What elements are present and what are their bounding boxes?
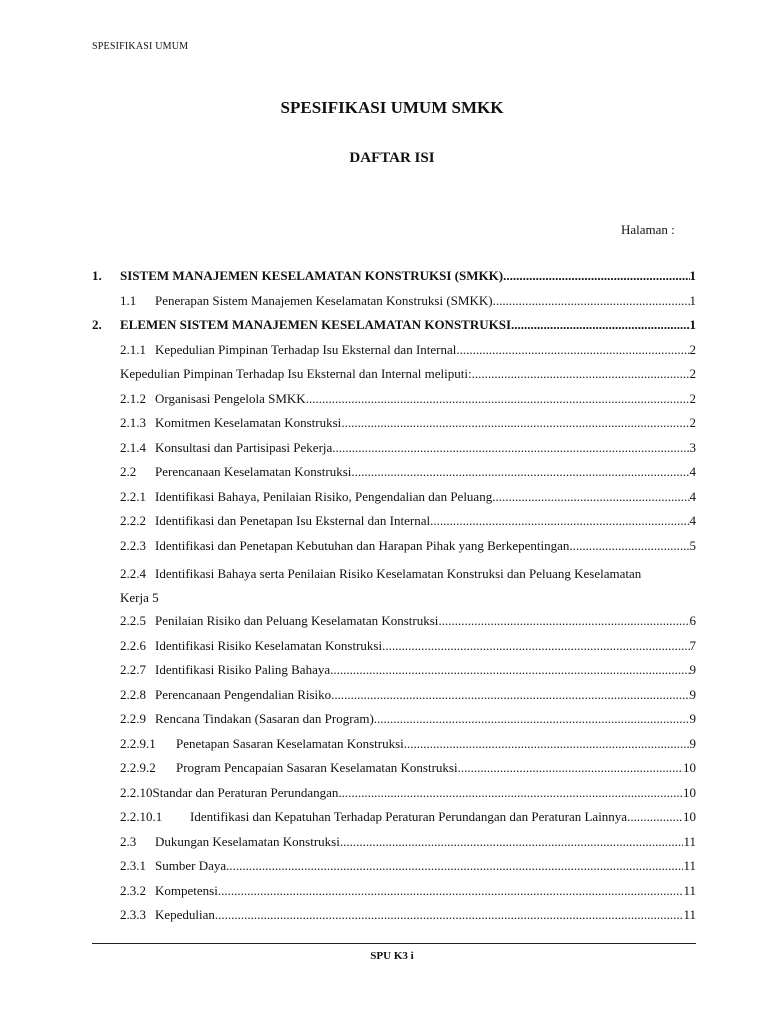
toc-entry-number: 1.1 — [120, 292, 137, 308]
toc-entry-number: 2.2.9.1 — [120, 735, 156, 751]
toc-entry-number: 2.2.2 — [120, 513, 146, 529]
toc-entry[interactable] — [92, 460, 696, 485]
toc-entry[interactable] — [92, 558, 696, 609]
document-title: SPESIFIKASI UMUM SMKK — [280, 98, 504, 117]
toc-entry[interactable] — [92, 781, 696, 806]
toc-entry[interactable] — [92, 411, 696, 436]
toc-entry-label: Komitmen Keselamatan Konstruksi — [155, 415, 342, 431]
dot-leader — [338, 785, 683, 801]
toc-entry-page: 11 — [683, 858, 696, 874]
toc-entry-page: 11 — [683, 907, 696, 923]
toc-entry-number: 2.2.7 — [120, 662, 146, 678]
page-footer: SPU K3 i — [370, 950, 414, 962]
toc-entry[interactable] — [92, 903, 696, 928]
toc-entry-page: 5 — [152, 589, 159, 605]
toc-entry[interactable] — [92, 289, 696, 314]
toc-entry-number: 2.1.3 — [120, 415, 146, 431]
dot-leader — [456, 342, 689, 358]
toc-entry[interactable] — [92, 485, 696, 510]
toc-entry[interactable] — [92, 534, 696, 559]
toc-entry-number: 2.2.10 — [120, 784, 153, 800]
dot-leader — [215, 907, 684, 923]
toc-entry-page: 1 — [689, 268, 696, 284]
table-of-contents — [92, 264, 696, 928]
toc-entry-label: Identifikasi Risiko Keselamatan Konstruksi — [155, 637, 383, 653]
toc-entry-page: 6 — [689, 613, 696, 629]
dot-leader — [472, 366, 690, 382]
toc-entry-label: Penetapan Sasaran Keselamatan Konstruksi — [176, 735, 404, 751]
toc-entry-label-continued: Kerja — [120, 589, 149, 605]
toc-entry-page: 4 — [689, 464, 696, 480]
toc-entry[interactable] — [92, 830, 696, 855]
toc-entry[interactable] — [92, 509, 696, 534]
dot-leader — [341, 415, 689, 431]
toc-entry-page: 10 — [683, 760, 696, 776]
toc-entry[interactable] — [92, 362, 696, 387]
toc-entry-number: 2.2.5 — [120, 613, 146, 629]
dot-leader — [503, 268, 689, 284]
toc-entry-page: 9 — [689, 711, 696, 727]
toc-entry-number: 2.2.1 — [120, 488, 146, 504]
toc-entry[interactable] — [92, 805, 696, 830]
toc-entry-label: Program Pencapaian Sasaran Keselamatan Konstruksi — [176, 760, 458, 776]
toc-entry[interactable] — [92, 634, 696, 659]
toc-entry-page: 11 — [683, 882, 696, 898]
dot-leader — [492, 489, 689, 505]
toc-entry-number: 2.2.3 — [120, 537, 146, 553]
dot-leader — [430, 513, 689, 529]
dot-leader — [569, 538, 689, 554]
footer-divider — [92, 943, 696, 944]
toc-entry-page: 9 — [689, 735, 696, 751]
toc-entry[interactable] — [92, 854, 696, 879]
toc-entry[interactable] — [92, 609, 696, 634]
dot-leader — [627, 809, 683, 825]
toc-entry-number: 2. — [92, 317, 102, 333]
toc-entry-label: Konsultasi dan Partisipasi Pekerja — [155, 439, 333, 455]
toc-entry-label: Kepedulian Pimpinan Terhadap Isu Eksternal dan Internal meliputi: — [120, 366, 472, 382]
toc-entry[interactable] — [92, 658, 696, 683]
toc-entry-label: Identifikasi dan Penetapan Kebutuhan dan Harapan Pihak yang Berkepentingan — [155, 537, 570, 553]
toc-entry-number: 2.3.1 — [120, 858, 146, 874]
toc-entry-label: Sumber Daya — [155, 858, 227, 874]
toc-entry-label: Perencanaan Keselamatan Konstruksi — [155, 464, 352, 480]
toc-entry-label: Perencanaan Pengendalian Risiko — [155, 686, 332, 702]
toc-entry-label: Standar dan Peraturan Perundangan — [152, 784, 339, 800]
dot-leader — [511, 317, 689, 333]
dot-leader — [374, 711, 690, 727]
toc-entry-label: ELEMEN SISTEM MANAJEMEN KESELAMATAN KONSTRUKSI — [120, 317, 512, 333]
toc-entry-label: Organisasi Pengelola SMKK — [155, 390, 306, 406]
dot-leader — [351, 464, 689, 480]
toc-entry-number: 2.2.8 — [120, 686, 146, 702]
toc-entry-page: 1 — [689, 292, 696, 308]
toc-entry-label: Identifikasi Bahaya serta Penilaian Risiko Keselamatan Konstruksi dan Peluang Keselamatan — [155, 566, 642, 581]
toc-entry-label: Identifikasi Risiko Paling Bahaya — [155, 662, 331, 678]
toc-entry-number: 2.1.4 — [120, 439, 146, 455]
toc-entry-label: Identifikasi Bahaya, Penilaian Risiko, Pengendalian dan Peluang — [155, 488, 493, 504]
toc-entry-page: 9 — [689, 662, 696, 678]
toc-entry-number: 2.2.9 — [120, 711, 146, 727]
dot-leader — [218, 883, 684, 899]
dot-leader — [332, 440, 689, 456]
toc-entry-page: 1 — [689, 317, 696, 333]
toc-entry-number: 2.2 — [120, 464, 137, 480]
toc-entry-number: 2.3.3 — [120, 907, 146, 923]
toc-entry[interactable] — [92, 313, 696, 338]
toc-heading: DAFTAR ISI — [349, 150, 435, 166]
toc-entry-label: Penerapan Sistem Manajemen Keselamatan Konstruksi (SMKK) — [155, 292, 493, 308]
page-column-label: Halaman : — [621, 222, 675, 237]
toc-entry-number: 2.2.10.1 — [120, 809, 163, 825]
toc-entry[interactable] — [92, 264, 696, 289]
toc-entry-label: Rencana Tindakan (Sasaran dan Program) — [155, 711, 374, 727]
toc-entry[interactable] — [92, 436, 696, 461]
toc-entry-page: 3 — [689, 439, 696, 455]
dot-leader — [330, 662, 689, 678]
toc-entry-number: 2.3.2 — [120, 882, 146, 898]
toc-entry-label: Kepedulian — [155, 907, 215, 923]
toc-entry[interactable] — [92, 387, 696, 412]
toc-entry-number: 2.1.1 — [120, 341, 146, 357]
toc-entry-page: 10 — [683, 809, 696, 825]
toc-entry-page: 11 — [683, 833, 696, 849]
dot-leader — [340, 834, 684, 850]
running-head: SPESIFIKASI UMUM — [92, 41, 189, 52]
dot-leader — [404, 736, 690, 752]
toc-entry-number: 2.2.6 — [120, 637, 146, 653]
toc-entry-page: 5 — [689, 537, 696, 553]
toc-entry-label: SISTEM MANAJEMEN KESELAMATAN KONSTRUKSI (SMKK) — [120, 268, 504, 284]
toc-entry-label: Kompetensi — [155, 882, 218, 898]
toc-entry[interactable] — [92, 756, 696, 781]
toc-entry-page: 2 — [689, 341, 696, 357]
dot-leader — [458, 760, 683, 776]
toc-entry-page: 10 — [683, 784, 696, 800]
toc-entry[interactable] — [92, 732, 696, 757]
toc-entry-number: 2.2.4 — [120, 566, 146, 581]
toc-entry-number: 2.1.2 — [120, 390, 146, 406]
toc-entry[interactable] — [92, 879, 696, 904]
toc-entry-label: Identifikasi dan Kepatuhan Terhadap Peraturan Perundangan dan Peraturan Lainnya — [190, 809, 628, 825]
dot-leader — [331, 687, 689, 703]
dot-leader — [306, 391, 690, 407]
toc-entry[interactable] — [92, 683, 696, 708]
dot-leader — [438, 613, 689, 629]
toc-entry-number: 2.2.9.2 — [120, 760, 156, 776]
toc-entry-label: Dukungan Keselamatan Konstruksi — [155, 833, 340, 849]
toc-entry-page: 4 — [689, 488, 696, 504]
toc-entry[interactable] — [92, 707, 696, 732]
toc-entry-page: 2 — [689, 366, 696, 382]
toc-entry-label: Penilaian Risiko dan Peluang Keselamatan Konstruksi — [155, 613, 439, 629]
dot-leader — [382, 638, 689, 654]
toc-entry-page: 2 — [689, 390, 696, 406]
toc-entry-page: 2 — [689, 415, 696, 431]
dot-leader — [493, 293, 690, 309]
toc-entry-label: Kepedulian Pimpinan Terhadap Isu Eksternal dan Internal — [155, 341, 457, 357]
dot-leader — [226, 858, 683, 874]
toc-entry[interactable] — [92, 338, 696, 363]
toc-entry-number: 2.3 — [120, 833, 137, 849]
toc-entry-page: 9 — [689, 686, 696, 702]
toc-entry-page: 4 — [689, 513, 696, 529]
toc-entry-label: Identifikasi dan Penetapan Isu Eksternal dan Internal — [155, 513, 431, 529]
toc-entry-number: 1. — [92, 268, 102, 284]
toc-entry-page: 7 — [689, 637, 696, 653]
